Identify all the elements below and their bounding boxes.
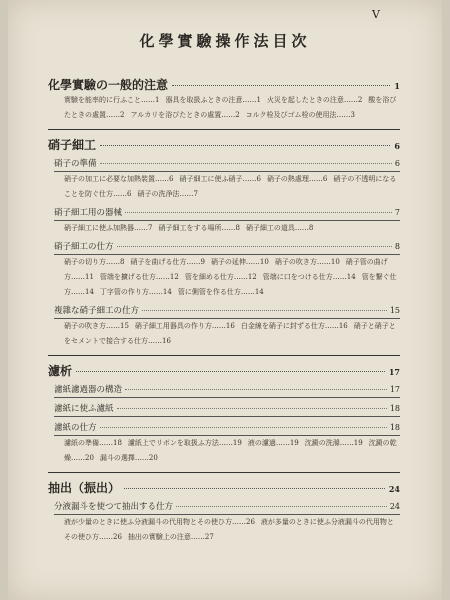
subsection-page: 6 bbox=[394, 159, 400, 168]
toc-item: 硝子の不透明になることを防ぐ仕方……6 bbox=[64, 175, 397, 198]
leader-dots bbox=[176, 506, 387, 507]
toc-item: コルク栓及びゴム栓の使用法……3 bbox=[245, 111, 355, 119]
toc-item: 液が少量のときに使ふ分液漏斗の代用物とその使ひ方……26 bbox=[64, 518, 255, 526]
toc-item: 器具を取扱ふときの注意……1 bbox=[165, 96, 261, 104]
toc-item: 硝子細工に使ふ加熱器……7 bbox=[64, 224, 153, 232]
toc-item: 實驗を能率的に行ふこと……1 bbox=[64, 96, 160, 104]
subsection-page: 18 bbox=[389, 404, 400, 413]
section-page: 17 bbox=[388, 367, 400, 377]
toc-item: 硝子と硝子とをセメントで接合する仕方……16 bbox=[64, 322, 396, 345]
toc-subsection bbox=[54, 240, 400, 255]
toc-item: 硝子管の曲げ方……11 bbox=[64, 258, 388, 281]
toc-item: アルカリを浴びたときの處置……2 bbox=[130, 111, 240, 119]
section-title: 濾析 bbox=[48, 364, 73, 378]
toc-item: 沈澱の乾燥……20 bbox=[64, 439, 397, 462]
subsection-label: 硝子の準備 bbox=[54, 159, 97, 169]
toc-items bbox=[64, 436, 400, 466]
leader-dots bbox=[142, 310, 387, 311]
section-title: 硝子細工 bbox=[48, 138, 97, 152]
toc-item: 管に側管を作る仕方……14 bbox=[177, 288, 264, 296]
subsection-page: 18 bbox=[389, 423, 400, 432]
toc-item: 硝子細工の道具……8 bbox=[245, 224, 314, 232]
toc-items bbox=[64, 172, 400, 202]
subsection-label: 分液漏斗を使つて抽出する仕方 bbox=[54, 502, 174, 512]
subsection-label: 硝子細工の仕方 bbox=[54, 242, 114, 252]
toc-item: 硝子細工をする場所……8 bbox=[158, 224, 240, 232]
toc-item: 濾紙の準備……18 bbox=[64, 439, 122, 447]
toc-item: 硝子の切り方……8 bbox=[64, 258, 125, 266]
toc-subsection bbox=[54, 157, 400, 172]
toc-item: 丁字管の作り方……14 bbox=[99, 288, 172, 296]
toc-items bbox=[64, 515, 400, 545]
toc-item: 管端を擴げる仕方……12 bbox=[99, 273, 179, 281]
toc-item: 硝子の加工に必要な加熱裝置……6 bbox=[64, 175, 174, 183]
toc-item: 硝子を曲げる仕方……9 bbox=[130, 258, 205, 266]
section-page: 6 bbox=[394, 141, 400, 151]
page-title: 化學實驗操作法目次 bbox=[139, 32, 311, 50]
section-page: 1 bbox=[394, 81, 400, 91]
toc-subsection bbox=[54, 304, 400, 319]
toc-subsection bbox=[54, 500, 400, 515]
toc-item: 酸を浴びたときの處置……2 bbox=[64, 96, 397, 119]
subsection-label: 濾紙に使ふ濾紙 bbox=[54, 404, 114, 414]
toc-section bbox=[48, 355, 400, 379]
section-page: 24 bbox=[388, 484, 400, 494]
subsection-label: 硝子細工用の器械 bbox=[54, 208, 123, 218]
subsection-page: 17 bbox=[389, 385, 400, 394]
table-of-contents bbox=[48, 76, 400, 545]
leader-dots bbox=[124, 487, 385, 489]
leader-dots bbox=[125, 212, 392, 213]
toc-item: 管端に口をつける仕方……14 bbox=[262, 273, 356, 281]
leader-dots bbox=[76, 370, 385, 372]
toc-item: 管を繋ぐ仕方……14 bbox=[64, 273, 397, 296]
toc-item: 硝子の延伸……10 bbox=[210, 258, 269, 266]
section-title: 化學實驗の一般的注意 bbox=[48, 78, 169, 92]
toc-item: 火災を起したときの注意……2 bbox=[266, 96, 363, 104]
toc-item: 硝子細工用器具の作り方……16 bbox=[134, 322, 235, 330]
toc-item: 漏斗の選擇……20 bbox=[99, 454, 158, 462]
toc-item: 液の濾過……19 bbox=[247, 439, 299, 447]
toc-item: 濾紙上でリボンを取扱ふ方法……19 bbox=[127, 439, 242, 447]
subsection-label: 濾紙濾過器の構造 bbox=[54, 385, 123, 395]
toc-section bbox=[48, 76, 400, 93]
toc-subsection bbox=[54, 421, 400, 436]
leader-dots bbox=[172, 84, 390, 86]
toc-items bbox=[64, 319, 400, 349]
toc-section bbox=[48, 472, 400, 496]
leader-dots bbox=[117, 246, 392, 247]
subsection-page: 7 bbox=[394, 208, 400, 217]
toc-item: 液が多量のときに使ふ分液漏斗の代用物とその使ひ方……26 bbox=[64, 518, 394, 541]
leader-dots bbox=[100, 144, 390, 146]
toc-item: 硝子細工に使ふ硝子……6 bbox=[179, 175, 261, 183]
toc-items bbox=[64, 255, 400, 300]
toc-items bbox=[64, 93, 400, 123]
toc-item: 抽出の實驗上の注意……27 bbox=[127, 533, 214, 541]
toc-section bbox=[48, 129, 400, 153]
toc-item: 白金線を硝子に封ずる仕方……16 bbox=[240, 322, 348, 330]
toc-item: 硝子の熱處理……6 bbox=[266, 175, 328, 183]
toc-subsection bbox=[54, 402, 400, 417]
toc-subsection bbox=[54, 206, 400, 221]
leader-dots bbox=[125, 389, 387, 390]
page-number: V bbox=[372, 8, 380, 21]
subsection-page: 15 bbox=[389, 306, 400, 315]
subsection-page: 8 bbox=[394, 242, 400, 251]
subsection-page: 24 bbox=[389, 502, 400, 511]
toc-item: 管を細める仕方……12 bbox=[184, 273, 257, 281]
toc-subsection bbox=[54, 383, 400, 398]
subsection-label: 濾紙の仕方 bbox=[54, 423, 97, 433]
leader-dots bbox=[100, 427, 387, 428]
toc-item: 硝子の吹き方……10 bbox=[274, 258, 340, 266]
toc-item: 硝子の洗浄法……7 bbox=[137, 190, 198, 198]
toc-item: 沈澱の洗滌……19 bbox=[304, 439, 363, 447]
toc-items bbox=[64, 221, 400, 236]
document-page bbox=[8, 0, 442, 600]
leader-dots bbox=[100, 163, 392, 164]
section-title: 抽出（振出） bbox=[48, 481, 121, 495]
subsection-label: 複雜な硝子細工の仕方 bbox=[54, 306, 140, 316]
leader-dots bbox=[117, 408, 387, 409]
toc-item: 硝子の吹き方……15 bbox=[64, 322, 129, 330]
